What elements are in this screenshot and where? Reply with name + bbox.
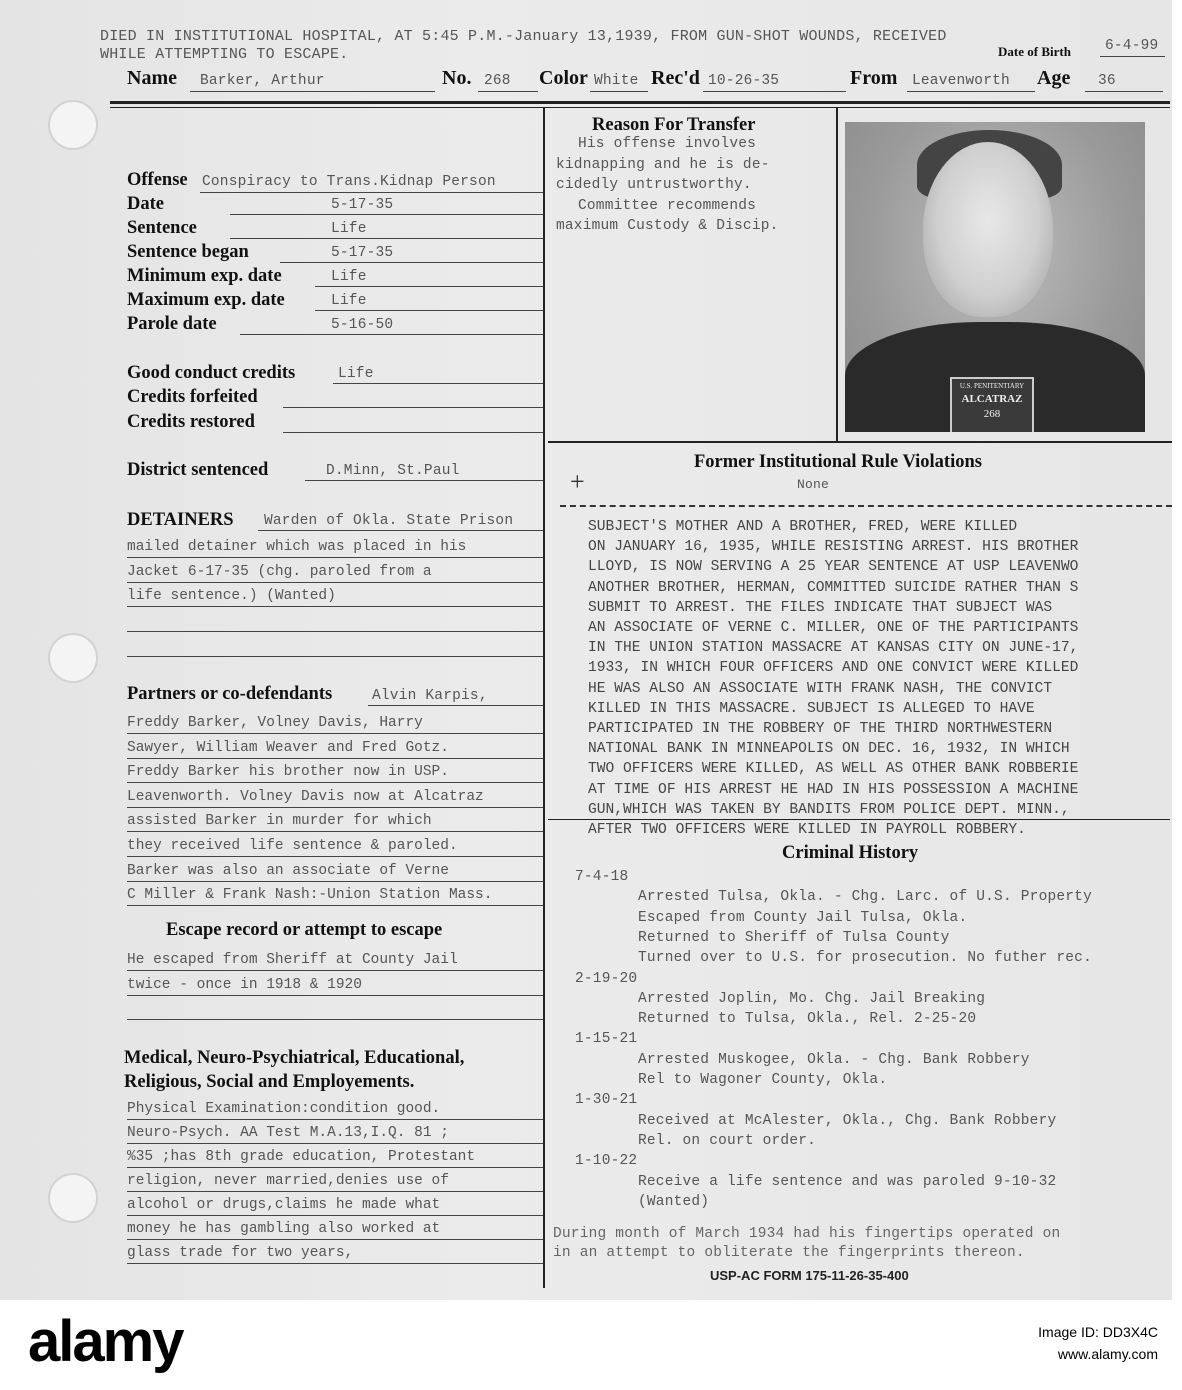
district-label: District sentenced: [127, 460, 269, 480]
sentence-label: Sentence: [127, 218, 197, 238]
underline: [258, 530, 543, 531]
double-rule: [110, 101, 1170, 104]
typed-line: [127, 636, 543, 657]
fingerprint-note: in an attempt to obliterate the fingerprints thereon.: [553, 1245, 1025, 1261]
name-value: Barker, Arthur: [200, 73, 325, 89]
typed-line: Physical Examination:condition good.: [127, 1099, 543, 1120]
section-rule: [548, 819, 1170, 820]
typed-line: religion, never married,denies use of: [127, 1171, 543, 1192]
underline: [280, 262, 543, 263]
placard-line: ALCATRAZ: [961, 393, 1023, 405]
history-line: Arrested Joplin, Mo. Chg. Jail Breaking: [638, 990, 986, 1007]
typed-line: Jacket 6-17-35 (chg. paroled from a: [127, 562, 543, 583]
death-note: DIED IN INSTITUTIONAL HOSPITAL, AT 5:45 P.M.-January 13,1939, FROM GUN-SHOT WOUNDS, RECEIVED: [100, 28, 947, 45]
from-label: From: [850, 67, 898, 89]
underline: [333, 383, 543, 384]
history-line: Rel to Wagoner County, Okla.: [638, 1072, 888, 1088]
typed-line: He escaped from Sheriff at County Jail: [127, 950, 543, 971]
narrative-line: GUN,WHICH WAS TAKEN BY BANDITS FROM POLICE DEPT. MINN.,: [588, 801, 1070, 818]
binder-hole: [48, 633, 98, 683]
underline: [283, 432, 543, 433]
transfer-label: Reason For Transfer: [592, 115, 756, 135]
double-rule: [110, 107, 1170, 108]
good-conduct-value: Life: [338, 366, 374, 382]
narrative-line: PARTICIPATED IN THE ROBBERY OF THE THIRD NORTHWESTERN: [588, 721, 1053, 737]
underline: [590, 91, 648, 92]
transfer-line: maximum Custody & Discip.: [556, 218, 779, 234]
handwritten-mark: +: [570, 467, 585, 496]
typed-line: Freddy Barker, Volney Davis, Harry: [127, 713, 543, 734]
history-line: Returned to Tulsa, Okla., Rel. 2-25-20: [638, 1011, 977, 1028]
sentence-value: Life: [331, 221, 367, 237]
column-divider: [543, 108, 545, 1288]
date-label: Date: [127, 194, 164, 214]
narrative-line: ON JANUARY 16, 1935, WHILE RESISTING ARREST. HIS BROTHER: [588, 539, 1079, 556]
transfer-line: Committee recommends: [578, 197, 757, 214]
received-label: Rec'd: [651, 67, 700, 89]
watermark-bar: [0, 1300, 1182, 1390]
history-date: 7-4-18: [575, 869, 629, 885]
narrative-line: SUBMIT TO ARREST. THE FILES INDICATE THAT SUBJECT WAS: [588, 599, 1053, 616]
underline: [230, 214, 543, 215]
column-divider: [836, 108, 838, 443]
section-rule: [560, 505, 1172, 507]
typed-line: Neuro-Psych. AA Test M.A.13,I.Q. 81 ;: [127, 1123, 543, 1144]
binder-hole: [48, 100, 98, 150]
partners-label: Partners or co-defendants: [127, 684, 333, 704]
underline: [240, 334, 543, 335]
history-date: 2-19-20: [575, 970, 638, 987]
narrative-line: AN ASSOCIATE OF VERNE C. MILLER, ONE OF THE PARTICIPANTS: [588, 620, 1079, 636]
underline: [1085, 91, 1163, 92]
underline: [283, 407, 543, 408]
alamy-logo: alamy: [28, 1309, 183, 1374]
detainers-value: Warden of Okla. State Prison: [264, 513, 514, 529]
good-conduct-label: Good conduct credits: [127, 363, 296, 383]
from-value: Leavenworth: [912, 73, 1010, 89]
typed-line: Sawyer, William Weaver and Fred Gotz.: [127, 738, 543, 759]
underline: [703, 91, 846, 92]
narrative-line: AT TIME OF HIS ARREST HE HAD IN HIS POSSESSION A MACHINE: [588, 781, 1079, 798]
date-value: 5-17-35: [331, 197, 394, 213]
transfer-line: kidnapping and he is de-: [556, 156, 770, 173]
typed-line: Freddy Barker his brother now in USP.: [127, 762, 543, 783]
typed-line: mailed detainer which was placed in his: [127, 537, 543, 558]
underline: [305, 480, 543, 481]
narrative-line: ANOTHER BROTHER, HERMAN, COMMITTED SUICIDE RATHER THAN S: [588, 579, 1079, 596]
underline: [478, 91, 538, 92]
parole-date-value: 5-16-50: [331, 317, 394, 333]
typed-line: Leavenworth. Volney Davis now at Alcatraz: [127, 787, 543, 808]
inmate-placard: [950, 377, 1034, 432]
medical-label: Medical, Neuro-Psychiatrical, Educational,: [124, 1048, 465, 1068]
history-line: Arrested Muskogee, Okla. - Chg. Bank Robbery: [638, 1051, 1030, 1068]
typed-line: alcohol or drugs,claims he made what: [127, 1195, 543, 1216]
narrative-line: IN THE UNION STATION MASSACRE AT KANSAS CITY ON JUNE-17,: [588, 640, 1079, 657]
typed-line: assisted Barker in murder for which: [127, 811, 543, 832]
narrative-line: AFTER TWO OFFICERS WERE KILLED IN PAYROLL ROBBERY.: [588, 822, 1026, 838]
number-value: 268: [484, 73, 511, 89]
history-line: (Wanted): [638, 1193, 710, 1210]
image-id: Image ID: DD3X4C: [1038, 1324, 1158, 1340]
violations-label: Former Institutional Rule Violations: [694, 452, 982, 472]
parole-date-label: Parole date: [127, 314, 217, 334]
maximum-exp-value: Life: [331, 293, 367, 309]
photo-face: [923, 142, 1053, 317]
narrative-line: HE WAS ALSO AN ASSOCIATE WITH FRANK NASH, THE CONVICT: [588, 680, 1053, 697]
number-label: No.: [442, 67, 472, 89]
dob-value: 6-4-99: [1105, 38, 1159, 54]
mugshot-photo: [845, 122, 1145, 432]
credits-forfeited-label: Credits forfeited: [127, 387, 258, 407]
history-line: Returned to Sheriff of Tulsa County: [638, 929, 950, 946]
age-label: Age: [1037, 67, 1071, 89]
underline: [907, 91, 1035, 92]
typed-line: Barker was also an associate of Verne: [127, 861, 543, 882]
typed-line: life sentence.) (Wanted): [127, 586, 543, 607]
typed-line: [127, 999, 543, 1020]
typed-line: twice - once in 1918 & 1920: [127, 975, 543, 996]
medical-label: Religious, Social and Employements.: [124, 1072, 415, 1092]
history-line: Receive a life sentence and was paroled 9-10-32: [638, 1173, 1057, 1190]
dob-label: Date of Birth: [998, 44, 1071, 59]
sentence-began-label: Sentence began: [127, 242, 249, 262]
death-note: WHILE ATTEMPTING TO ESCAPE.: [100, 46, 349, 63]
offense-label: Offense: [127, 170, 188, 190]
alamy-site: www.alamy.com: [1057, 1346, 1158, 1362]
received-value: 10-26-35: [708, 73, 780, 89]
typed-line: C Miller & Frank Nash:-Union Station Mass.: [127, 885, 543, 906]
criminal-history-label: Criminal History: [782, 843, 919, 863]
detainers-label: DETAINERS: [127, 510, 234, 530]
color-value: White: [594, 73, 639, 89]
typed-line: [127, 611, 543, 632]
maximum-exp-label: Maximum exp. date: [127, 290, 285, 310]
violations-value: None: [797, 477, 830, 492]
history-date: 1-30-21: [575, 1092, 638, 1109]
history-line: Escaped from County Jail Tulsa, Okla.: [638, 909, 968, 926]
underline: [230, 238, 543, 239]
history-date: 1-10-22: [575, 1153, 638, 1170]
paper-edge: [1172, 0, 1182, 1300]
narrative-line: SUBJECT'S MOTHER AND A BROTHER, FRED, WERE KILLED: [588, 519, 1018, 535]
partners-value: Alvin Karpis,: [372, 688, 488, 704]
history-date: 1-15-21: [575, 1031, 638, 1048]
narrative-line: 1933, IN WHICH FOUR OFFICERS AND ONE CONVICT WERE KILLED: [588, 660, 1079, 677]
color-label: Color: [539, 67, 588, 89]
escape-label: Escape record or attempt to escape: [166, 920, 443, 940]
underline: [315, 286, 543, 287]
placard-number: 268: [983, 408, 1001, 420]
form-number: USP-AC FORM 175-11-26-35-400: [710, 1268, 909, 1283]
underline: [1100, 56, 1165, 57]
history-line: Arrested Tulsa, Okla. - Chg. Larc. of U.S. Property: [638, 889, 1092, 906]
age-value: 36: [1098, 73, 1116, 89]
underline: [200, 192, 543, 193]
typed-line: they received life sentence & paroled.: [127, 836, 543, 857]
fingerprint-note: During month of March 1934 had his fingertips operated on: [553, 1226, 1061, 1242]
section-rule: [548, 441, 1172, 443]
credits-restored-label: Credits restored: [127, 412, 255, 432]
offense-value: Conspiracy to Trans.Kidnap Person: [202, 174, 496, 190]
history-line: Received at McAlester, Okla., Chg. Bank Robbery: [638, 1112, 1057, 1129]
underline: [368, 705, 543, 706]
district-value: D.Minn, St.Paul: [326, 463, 460, 479]
narrative-line: LLOYD, IS NOW SERVING A 25 YEAR SENTENCE AT USP LEAVENWO: [588, 559, 1079, 576]
name-label: Name: [127, 67, 177, 89]
history-line: Rel. on court order.: [638, 1132, 817, 1149]
transfer-line: cidedly untrustworthy.: [556, 177, 752, 193]
placard-line: U.S. PENITENTIARY: [959, 382, 1025, 390]
narrative-line: KILLED IN THIS MASSACRE. SUBJECT IS ALLEGED TO HAVE: [588, 700, 1035, 717]
narrative-line: NATIONAL BANK IN MINNEAPOLIS ON DEC. 16, 1932, IN WHICH: [588, 741, 1070, 758]
typed-line: %35 ;has 8th grade education, Protestant: [127, 1147, 543, 1168]
history-line: Turned over to U.S. for prosecution. No futher rec.: [638, 950, 1092, 967]
minimum-exp-value: Life: [331, 269, 367, 285]
underline: [190, 91, 435, 92]
minimum-exp-label: Minimum exp. date: [127, 266, 282, 286]
underline: [315, 310, 543, 311]
typed-line: money he has gambling also worked at: [127, 1219, 543, 1240]
sentence-began-value: 5-17-35: [331, 245, 394, 261]
typed-line: glass trade for two years,: [127, 1243, 543, 1264]
narrative-line: TWO OFFICERS WERE KILLED, AS WELL AS OTHER BANK ROBBERIE: [588, 761, 1079, 778]
binder-hole: [48, 1173, 98, 1223]
transfer-line: His offense involves: [578, 136, 757, 152]
